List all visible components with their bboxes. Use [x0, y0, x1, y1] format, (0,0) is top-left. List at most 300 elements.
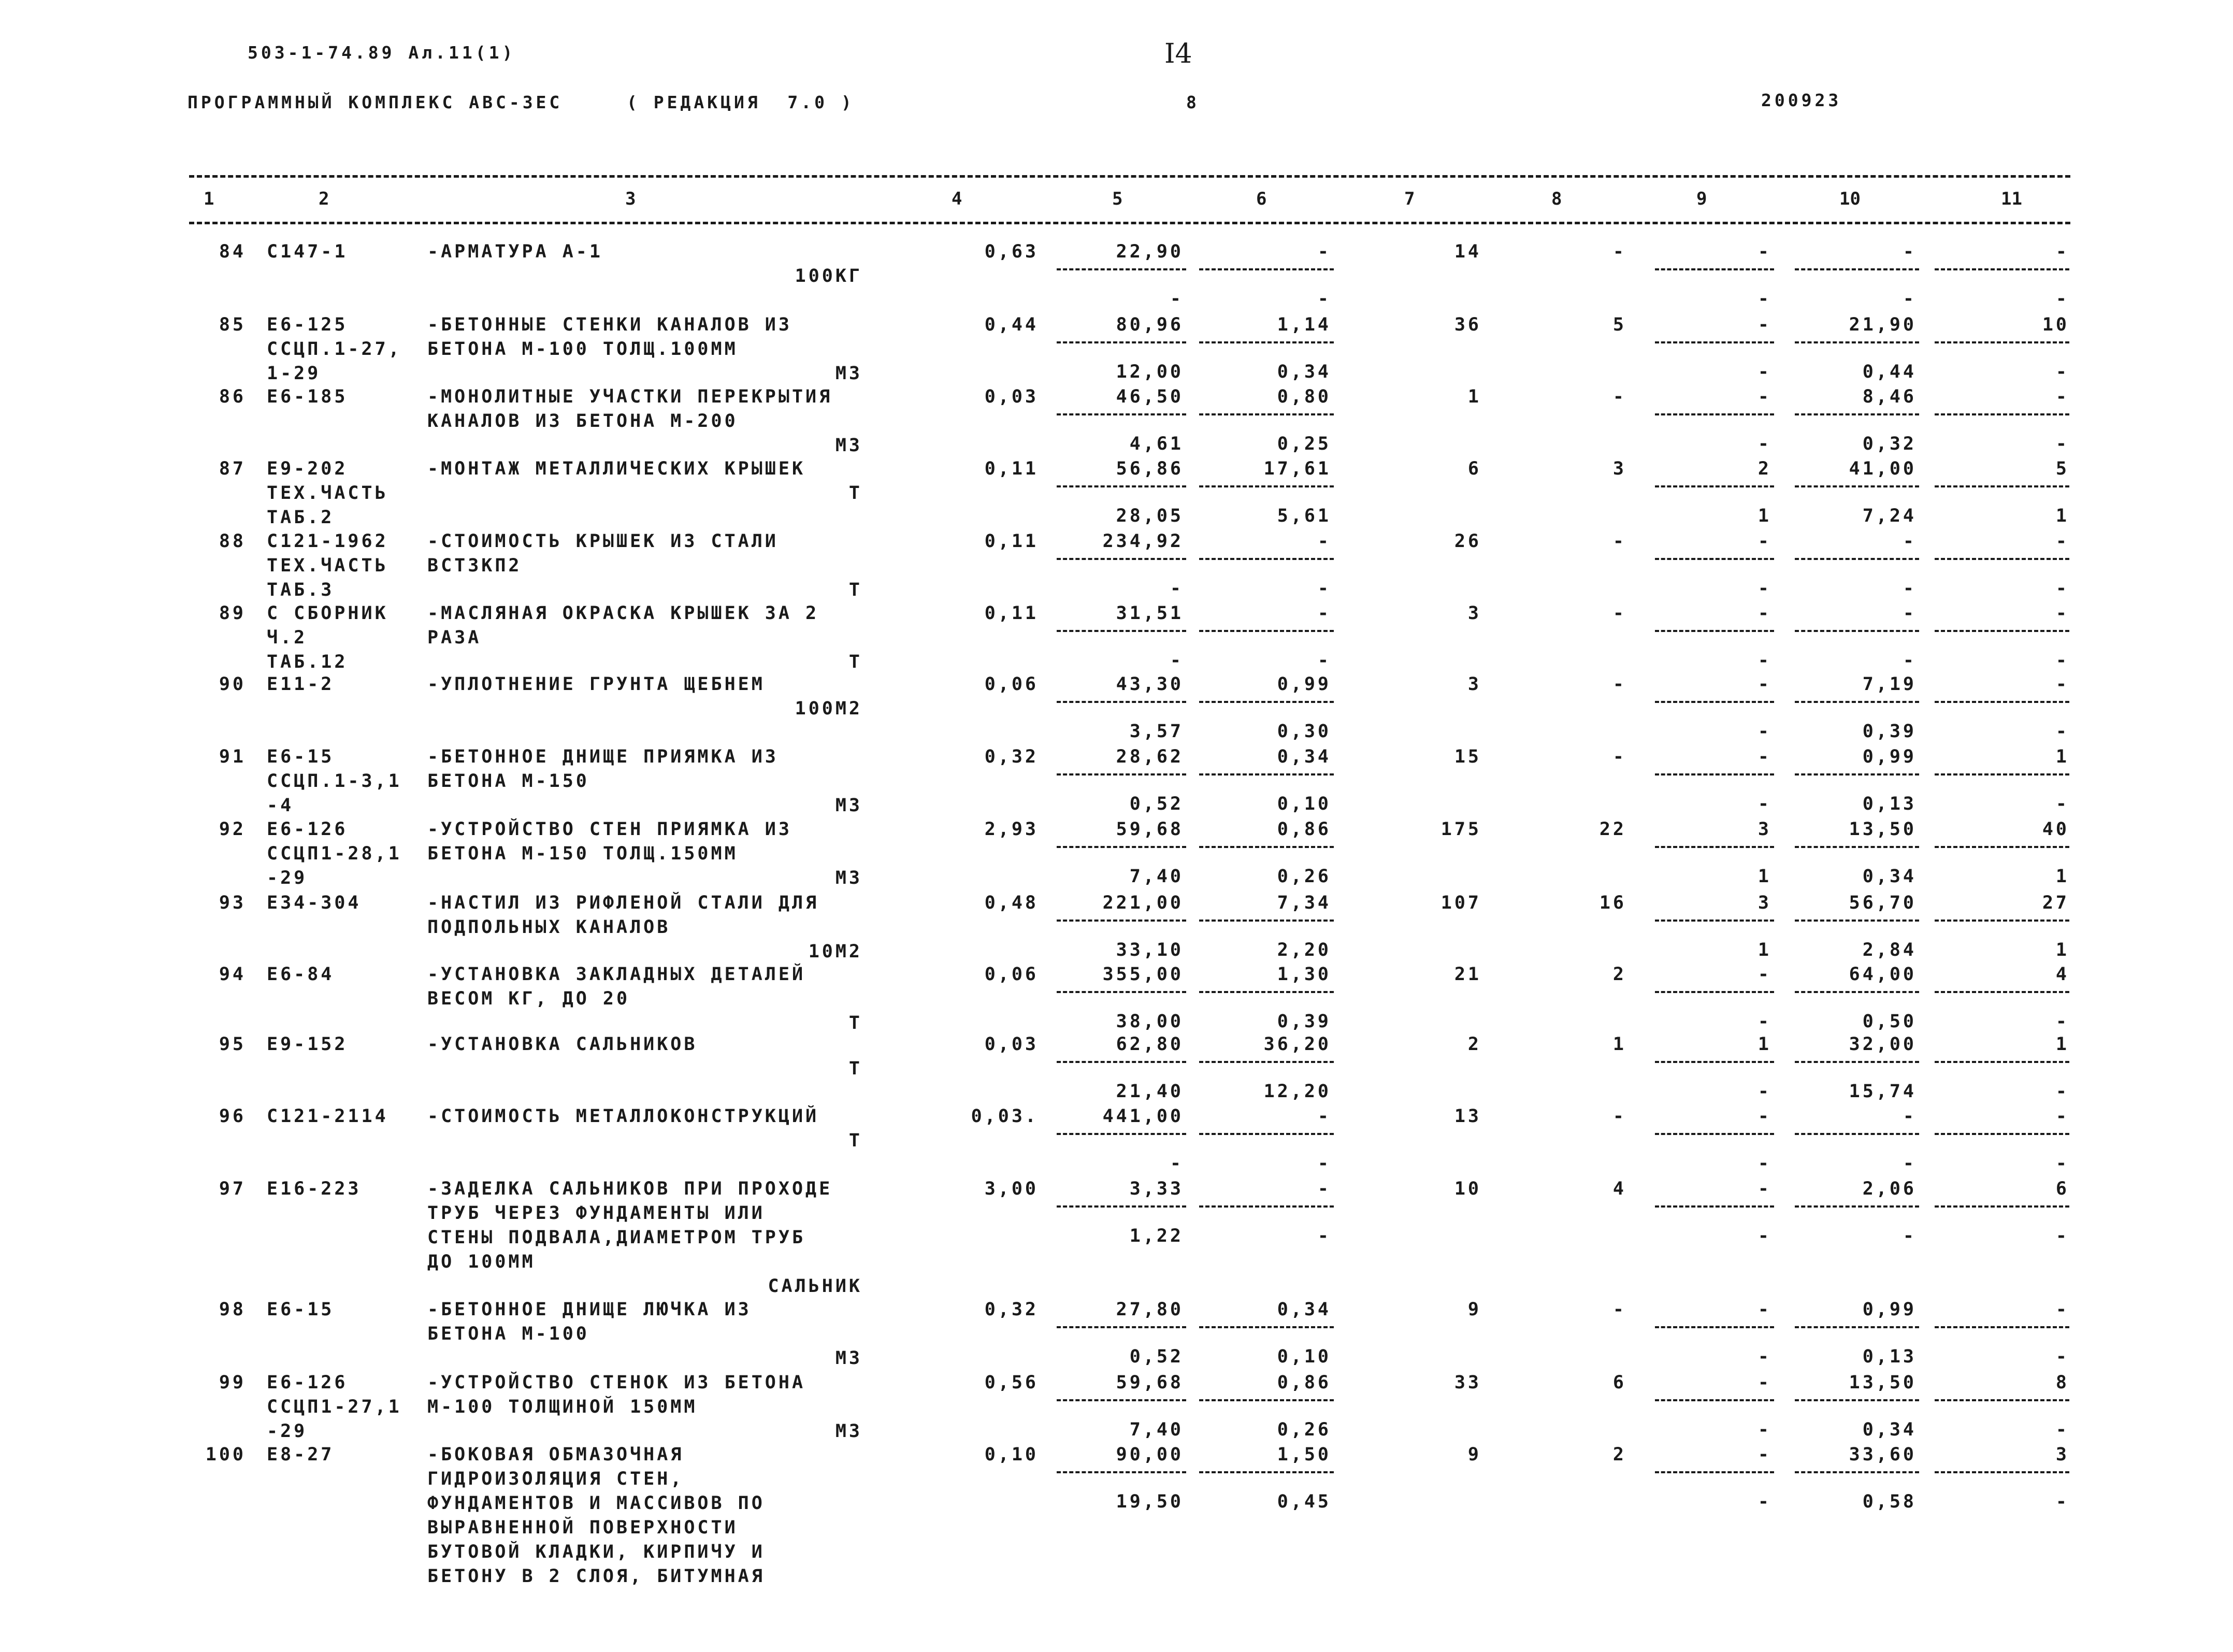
description-line: -БЕТОННОЕ ДНИЩЕ ПРИЯМКА ИЗ: [427, 746, 779, 767]
sub-value-5: 3,57: [1129, 721, 1184, 742]
sub-value-5: 0,52: [1129, 1346, 1184, 1367]
dashed-separator: [1935, 630, 2069, 632]
value-cell-6: 7,34: [1277, 893, 1331, 913]
dashed-separator: [1057, 268, 1186, 270]
dashed-separator: [1199, 341, 1334, 343]
dashed-separator: [1057, 1061, 1186, 1063]
dashed-separator: [1795, 1061, 1919, 1063]
sub-value-10: 0,58: [1862, 1491, 1917, 1512]
value-cell-11: 3: [2055, 1444, 2069, 1465]
value-cell-11: -: [2055, 674, 2069, 695]
value-cell-11: 1: [2055, 746, 2069, 767]
dashed-separator: [1795, 920, 1919, 922]
page-number: I4: [1164, 38, 1192, 69]
unit-label: Т: [848, 483, 862, 504]
unit-label: М3: [835, 795, 862, 816]
dashed-separator: [1199, 268, 1334, 270]
value-cell-7: 10: [1454, 1179, 1481, 1199]
description-line: КАНАЛОВ ИЗ БЕТОНА М-200: [427, 411, 738, 432]
sub-value-10: -: [1903, 1153, 1917, 1174]
row-number: 99: [219, 1372, 246, 1393]
description-line: СТЕНЫ ПОДВАЛА,ДИАМЕТРОМ ТРУБ: [427, 1227, 806, 1248]
value-cell-10: 32,00: [1849, 1034, 1917, 1055]
unit-label: САЛЬНИК: [768, 1276, 862, 1297]
sub-value-9: -: [1757, 1346, 1771, 1367]
sub-value-6: 0,45: [1277, 1491, 1331, 1512]
value-cell-5: 22,90: [1116, 241, 1184, 262]
value-cell-6: 0,86: [1277, 1372, 1331, 1393]
description-line: РАЗА: [427, 627, 482, 648]
column-header: 3: [625, 189, 636, 209]
dashed-separator: [1655, 630, 1774, 632]
code-line: С121-1962: [267, 531, 388, 552]
sub-value-9: -: [1757, 650, 1771, 671]
column-header: 9: [1696, 189, 1707, 209]
description-line: -ЗАДЕЛКА САЛЬНИКОВ ПРИ ПРОХОДЕ: [427, 1179, 833, 1199]
dashed-separator: [1057, 630, 1186, 632]
dashed-separator: [1199, 1471, 1334, 1473]
dashed-separator: [1057, 413, 1186, 415]
row-number: 85: [219, 314, 246, 335]
quantity-cell: 0,63: [984, 241, 1039, 262]
row-number: 87: [219, 458, 246, 479]
value-cell-10: -: [1903, 603, 1917, 624]
value-cell-11: 5: [2055, 458, 2069, 479]
code-line: Е9-202: [267, 458, 348, 479]
dashed-separator: [1655, 558, 1774, 560]
value-cell-10: -: [1903, 1106, 1917, 1127]
sub-value-5: 1,22: [1129, 1226, 1184, 1246]
value-cell-8: 2: [1612, 964, 1626, 985]
code-line: ТАБ.2: [267, 507, 335, 528]
value-cell-6: 0,99: [1277, 674, 1331, 695]
dashed-separator: [1795, 341, 1919, 343]
value-cell-7: 14: [1454, 241, 1481, 262]
value-cell-6: 1,14: [1277, 314, 1331, 335]
document-code: 503-1-74.89 Ал.11(1): [248, 42, 516, 63]
sub-value-9: 1: [1757, 506, 1771, 526]
unit-label: М3: [835, 1348, 862, 1369]
sub-value-6: -: [1317, 578, 1331, 599]
dashed-separator: [1655, 268, 1774, 270]
value-cell-10: 33,60: [1849, 1444, 1917, 1465]
value-cell-7: 13: [1454, 1106, 1481, 1127]
unit-label: Т: [848, 1058, 862, 1079]
quantity-cell: 0,11: [984, 531, 1039, 552]
dashed-separator: [1795, 1205, 1919, 1208]
description-line: -УСТАНОВКА ЗАКЛАДНЫХ ДЕТАЛЕЙ: [427, 964, 806, 985]
sheet-number: 8: [1186, 92, 1200, 112]
dashed-separator: [1935, 846, 2069, 848]
sub-value-11: -: [2055, 794, 2069, 814]
sub-value-11: -: [2055, 1346, 2069, 1367]
value-cell-9: -: [1757, 314, 1771, 335]
value-cell-11: 6: [2055, 1179, 2069, 1199]
sub-value-9: -: [1757, 721, 1771, 742]
sub-value-9: -: [1757, 434, 1771, 454]
value-cell-9: 1: [1757, 1034, 1771, 1055]
sub-value-6: -: [1317, 650, 1331, 671]
dashed-separator: [1935, 701, 2069, 703]
value-cell-10: 21,90: [1849, 314, 1917, 335]
description-line: -БЕТОННОЕ ДНИЩЕ ЛЮЧКА ИЗ: [427, 1299, 752, 1320]
sub-value-5: -: [1170, 650, 1184, 671]
code-line: С СБОРНИК: [267, 603, 388, 624]
value-cell-5: 234,92: [1102, 531, 1184, 552]
value-cell-9: -: [1757, 1179, 1771, 1199]
value-cell-11: -: [2055, 603, 2069, 624]
unit-label: 100КГ: [795, 266, 862, 286]
sub-value-10: 15,74: [1849, 1081, 1917, 1102]
description-line: -МАСЛЯНАЯ ОКРАСКА КРЫШЕК ЗА 2: [427, 603, 819, 624]
code-line: Е6-126: [267, 819, 348, 840]
description-line: ДО 100ММ: [427, 1252, 536, 1272]
sub-value-11: -: [2055, 289, 2069, 309]
value-cell-11: 27: [2042, 893, 2069, 913]
sub-value-5: 33,10: [1116, 940, 1184, 960]
dashed-separator: [1199, 1205, 1334, 1208]
sub-value-5: 4,61: [1129, 434, 1184, 454]
sub-value-5: 7,40: [1129, 1419, 1184, 1440]
column-header: 8: [1551, 189, 1562, 209]
dashed-separator: [1795, 991, 1919, 993]
value-cell-10: 64,00: [1849, 964, 1917, 985]
description-line: ВСТ3КП2: [427, 555, 522, 576]
unit-label: Т: [848, 1013, 862, 1033]
code-line: 1-29: [267, 363, 321, 384]
sub-value-6: 0,26: [1277, 866, 1331, 887]
code-line: Е8-27: [267, 1444, 335, 1465]
description-line: -БЕТОННЫЕ СТЕНКИ КАНАЛОВ ИЗ: [427, 314, 792, 335]
code-line: -4: [267, 795, 294, 816]
program-name: ПРОГРАММНЫЙ КОМПЛЕКС АВС-ЗЕС: [188, 92, 563, 112]
sub-value-11: -: [2055, 434, 2069, 454]
sub-value-10: 7,24: [1862, 506, 1917, 526]
code-line: Е34-304: [267, 893, 362, 913]
dashed-separator: [1795, 1471, 1919, 1473]
code-line: Е6-84: [267, 964, 335, 985]
description-line: -УПЛОТНЕНИЕ ГРУНТА ЩЕБНЕМ: [427, 674, 765, 695]
value-cell-10: 13,50: [1849, 1372, 1917, 1393]
code-line: Е6-125: [267, 314, 348, 335]
code-line: Е6-126: [267, 1372, 348, 1393]
dashed-separator: [1199, 846, 1334, 848]
dashed-separator: [1795, 1326, 1919, 1328]
sub-value-6: 0,39: [1277, 1011, 1331, 1032]
quantity-cell: 0,03.: [971, 1106, 1039, 1127]
description-line: ГИДРОИЗОЛЯЦИЯ СТЕН,: [427, 1469, 684, 1489]
dashed-separator: [1935, 920, 2069, 922]
value-cell-6: 1,50: [1277, 1444, 1331, 1465]
value-cell-5: 441,00: [1102, 1106, 1184, 1127]
value-cell-7: 36: [1454, 314, 1481, 335]
value-cell-9: -: [1757, 1106, 1771, 1127]
dashed-separator: [1655, 1326, 1774, 1328]
value-cell-6: -: [1317, 1106, 1331, 1127]
value-cell-5: 31,51: [1116, 603, 1184, 624]
sub-value-10: 0,39: [1862, 721, 1917, 742]
value-cell-5: 27,80: [1116, 1299, 1184, 1320]
quantity-cell: 0,32: [984, 746, 1039, 767]
description-line: БЕТОНА М-150: [427, 771, 589, 792]
value-cell-10: 2,06: [1862, 1179, 1917, 1199]
sub-value-9: -: [1757, 1081, 1771, 1102]
sub-value-9: -: [1757, 1011, 1771, 1032]
code-line: ССЦП1-27,1: [267, 1397, 402, 1417]
value-cell-5: 3,33: [1129, 1179, 1184, 1199]
dashed-separator: [1655, 846, 1774, 848]
row-number: 93: [219, 893, 246, 913]
code-line: ТЕХ.ЧАСТЬ: [267, 483, 388, 504]
value-cell-11: 1: [2055, 1034, 2069, 1055]
value-cell-9: 3: [1757, 893, 1771, 913]
value-cell-11: 4: [2055, 964, 2069, 985]
value-cell-9: -: [1757, 386, 1771, 407]
sub-value-9: -: [1757, 1419, 1771, 1440]
dashed-separator: [1655, 1205, 1774, 1208]
value-cell-10: -: [1903, 531, 1917, 552]
sub-value-10: 2,84: [1862, 940, 1917, 960]
description-line: БЕТОНУ В 2 СЛОЯ, БИТУМНАЯ: [427, 1566, 765, 1587]
value-cell-9: -: [1757, 603, 1771, 624]
value-cell-9: -: [1757, 1372, 1771, 1393]
description-line: ФУНДАМЕНТОВ И МАССИВОВ ПО: [427, 1493, 765, 1514]
description-line: БЕТОНА М-100 ТОЛЩ.100ММ: [427, 339, 738, 360]
dashed-separator: [1199, 1326, 1334, 1328]
value-cell-7: 1: [1467, 386, 1481, 407]
column-header: 10: [1839, 189, 1861, 209]
dashed-separator: [1795, 630, 1919, 632]
sub-value-5: -: [1170, 578, 1184, 599]
value-cell-6: 36,20: [1263, 1034, 1331, 1055]
dashed-separator: [1935, 991, 2069, 993]
sub-value-6: 12,20: [1263, 1081, 1331, 1102]
dashed-separator: [1795, 1399, 1919, 1401]
value-cell-8: -: [1612, 603, 1626, 624]
sub-value-10: 0,50: [1862, 1011, 1917, 1032]
description-line: ПОДПОЛЬНЫХ КАНАЛОВ: [427, 917, 671, 938]
dashed-separator: [1795, 1133, 1919, 1135]
value-cell-5: 90,00: [1116, 1444, 1184, 1465]
description-line: -СТОИМОСТЬ КРЫШЕК ИЗ СТАЛИ: [427, 531, 779, 552]
dashed-separator: [1795, 701, 1919, 703]
unit-label: М3: [835, 435, 862, 456]
dashed-separator: [1057, 1471, 1186, 1473]
sub-value-11: 1: [2055, 940, 2069, 960]
dashed-separator: [1199, 630, 1334, 632]
unit-label: М3: [835, 868, 862, 888]
value-cell-6: 0,34: [1277, 746, 1331, 767]
value-cell-7: 9: [1467, 1444, 1481, 1465]
sub-value-11: -: [2055, 578, 2069, 599]
dashed-separator: [1655, 413, 1774, 415]
value-cell-8: 22: [1599, 819, 1626, 840]
row-number: 92: [219, 819, 246, 840]
value-cell-5: 46,50: [1116, 386, 1184, 407]
description-line: БУТОВОЙ КЛАДКИ, КИРПИЧУ И: [427, 1542, 765, 1562]
quantity-cell: 0,11: [984, 458, 1039, 479]
sub-value-5: 0,52: [1129, 794, 1184, 814]
sub-value-9: -: [1757, 362, 1771, 382]
dashed-separator: [1655, 701, 1774, 703]
code-line: ССЦП.1-3,1: [267, 771, 402, 792]
value-cell-9: -: [1757, 746, 1771, 767]
description-line: БЕТОНА М-150 ТОЛЩ.150ММ: [427, 843, 738, 864]
code-line: ТАБ.12: [267, 652, 348, 672]
value-cell-10: 56,70: [1849, 893, 1917, 913]
description-line: -УСТРОЙСТВО СТЕН ПРИЯМКА ИЗ: [427, 819, 792, 840]
dashed-separator: [1199, 1133, 1334, 1135]
quantity-cell: 3,00: [984, 1179, 1039, 1199]
unit-label: Т: [848, 580, 862, 600]
sub-value-10: 0,13: [1862, 1346, 1917, 1367]
sub-value-9: -: [1757, 1491, 1771, 1512]
program-edition: ( РЕДАКЦИЯ 7.0 ): [627, 92, 855, 112]
description-line: -АРМАТУРА А-1: [427, 241, 603, 262]
sub-value-10: -: [1903, 1226, 1917, 1246]
sub-value-6: -: [1317, 1226, 1331, 1246]
value-cell-6: 17,61: [1263, 458, 1331, 479]
dashed-separator: [1655, 485, 1774, 487]
dashed-separator: [1935, 1399, 2069, 1401]
value-cell-11: -: [2055, 1299, 2069, 1320]
value-cell-10: 41,00: [1849, 458, 1917, 479]
row-number: 98: [219, 1299, 246, 1320]
description-line: ВЫРАВНЕННОЙ ПОВЕРХНОСТИ: [427, 1517, 738, 1538]
value-cell-5: 62,80: [1116, 1034, 1184, 1055]
value-cell-5: 56,86: [1116, 458, 1184, 479]
value-cell-8: 5: [1612, 314, 1626, 335]
value-cell-8: -: [1612, 386, 1626, 407]
value-cell-10: 8,46: [1862, 386, 1917, 407]
sub-value-5: 12,00: [1116, 362, 1184, 382]
row-number: 84: [219, 241, 246, 262]
row-number: 100: [205, 1444, 246, 1465]
dashed-separator: [1935, 1133, 2069, 1135]
quantity-cell: 0,06: [984, 964, 1039, 985]
value-cell-6: 1,30: [1277, 964, 1331, 985]
quantity-cell: 2,93: [984, 819, 1039, 840]
code-line: ТЕХ.ЧАСТЬ: [267, 555, 388, 576]
code-line: Е11-2: [267, 674, 335, 695]
description-line: -МОНОЛИТНЫЕ УЧАСТКИ ПЕРЕКРЫТИЯ: [427, 386, 833, 407]
row-number: 86: [219, 386, 246, 407]
dashed-separator: [1057, 920, 1186, 922]
sub-value-11: -: [2055, 1226, 2069, 1246]
value-cell-5: 221,00: [1102, 893, 1184, 913]
description-line: М-100 ТОЛЩИНОЙ 150ММ: [427, 1397, 698, 1417]
value-cell-10: 0,99: [1862, 746, 1917, 767]
dashed-separator: [1935, 485, 2069, 487]
dashed-separator: [1795, 558, 1919, 560]
unit-label: 10М2: [808, 941, 862, 962]
value-cell-5: 28,62: [1116, 746, 1184, 767]
print-date: 200923: [1761, 90, 1842, 110]
value-cell-9: -: [1757, 1444, 1771, 1465]
value-cell-7: 15: [1454, 746, 1481, 767]
sub-value-9: -: [1757, 1153, 1771, 1174]
column-header: 11: [2001, 189, 2022, 209]
code-line: Е6-15: [267, 1299, 335, 1320]
value-cell-6: -: [1317, 1179, 1331, 1199]
sub-value-6: 0,30: [1277, 721, 1331, 742]
value-cell-7: 26: [1454, 531, 1481, 552]
description-line: БЕТОНА М-100: [427, 1324, 589, 1344]
code-line: ССЦП.1-27,: [267, 339, 402, 360]
column-header: 6: [1256, 189, 1267, 209]
value-cell-11: -: [2055, 1106, 2069, 1127]
sub-value-10: 0,44: [1862, 362, 1917, 382]
code-line: Е16-223: [267, 1179, 362, 1199]
description-line: -УСТАНОВКА САЛЬНИКОВ: [427, 1034, 698, 1055]
dashed-separator: [1057, 558, 1186, 560]
value-cell-7: 21: [1454, 964, 1481, 985]
sub-value-6: 0,34: [1277, 362, 1331, 382]
value-cell-9: 3: [1757, 819, 1771, 840]
description-line: ТРУБ ЧЕРЕЗ ФУНДАМЕНТЫ ИЛИ: [427, 1203, 765, 1224]
row-number: 97: [219, 1179, 246, 1199]
sub-value-5: -: [1170, 1153, 1184, 1174]
dashed-separator: [1935, 1326, 2069, 1328]
sub-value-6: -: [1317, 1153, 1331, 1174]
description-line: -УСТРОЙСТВО СТЕНОК ИЗ БЕТОНА: [427, 1372, 806, 1393]
value-cell-8: -: [1612, 1106, 1626, 1127]
value-cell-7: 9: [1467, 1299, 1481, 1320]
sub-value-6: 0,10: [1277, 1346, 1331, 1367]
value-cell-10: 13,50: [1849, 819, 1917, 840]
sub-value-9: 1: [1757, 940, 1771, 960]
unit-label: 100М2: [795, 698, 862, 719]
dashed-separator: [1935, 1061, 2069, 1063]
dashed-separator: [1057, 701, 1186, 703]
dashed-separator: [1199, 920, 1334, 922]
value-cell-7: 107: [1440, 893, 1481, 913]
value-cell-10: 7,19: [1862, 674, 1917, 695]
value-cell-8: 16: [1599, 893, 1626, 913]
dashed-separator: [1935, 413, 2069, 415]
dashed-separator: [1795, 773, 1919, 775]
sub-value-10: -: [1903, 650, 1917, 671]
sub-value-11: -: [2055, 650, 2069, 671]
value-cell-9: -: [1757, 531, 1771, 552]
value-cell-6: -: [1317, 603, 1331, 624]
value-cell-11: 40: [2042, 819, 2069, 840]
dashed-separator: [1655, 1133, 1774, 1135]
sub-value-11: -: [2055, 1011, 2069, 1032]
value-cell-11: 10: [2042, 314, 2069, 335]
value-cell-11: -: [2055, 241, 2069, 262]
sub-value-5: 19,50: [1116, 1491, 1184, 1512]
dashed-separator: [1655, 1399, 1774, 1401]
description-line: ВЕСОМ КГ, ДО 20: [427, 988, 630, 1009]
dashed-separator: [1057, 991, 1186, 993]
code-line: Ч.2: [267, 627, 308, 648]
unit-label: Т: [848, 652, 862, 672]
value-cell-9: -: [1757, 241, 1771, 262]
value-cell-6: 0,86: [1277, 819, 1331, 840]
value-cell-7: 33: [1454, 1372, 1481, 1393]
row-number: 89: [219, 603, 246, 624]
dashed-separator: [1199, 773, 1334, 775]
dashed-separator: [1655, 920, 1774, 922]
dashed-separator: [1935, 1471, 2069, 1473]
dashed-separator: [1199, 413, 1334, 415]
dashed-separator: [1057, 1133, 1186, 1135]
value-cell-6: 0,34: [1277, 1299, 1331, 1320]
quantity-cell: 0,32: [984, 1299, 1039, 1320]
quantity-cell: 0,11: [984, 603, 1039, 624]
value-cell-10: 0,99: [1862, 1299, 1917, 1320]
